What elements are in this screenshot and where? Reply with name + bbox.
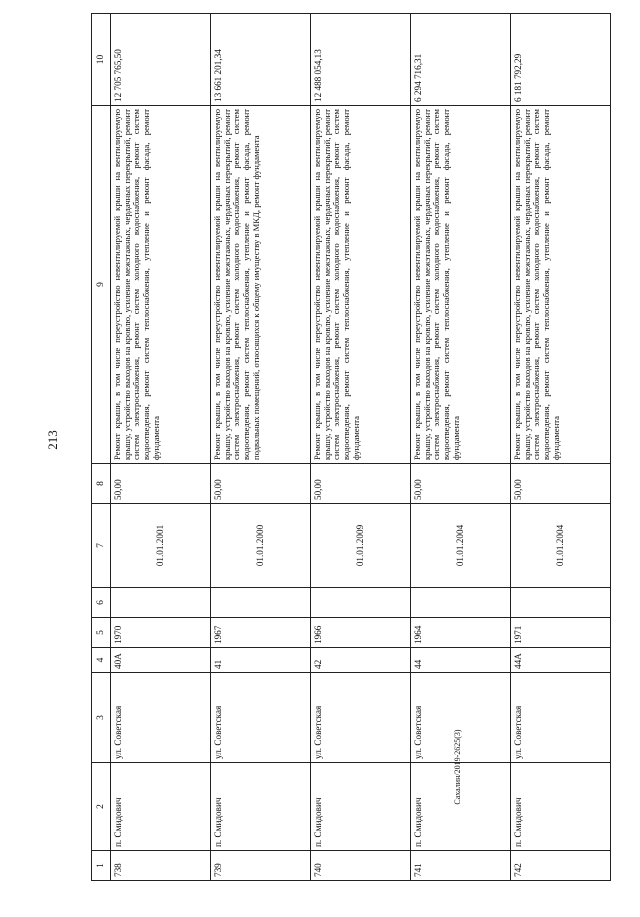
build-year: 1971 [511,618,611,648]
header-cell: 6 [92,588,111,618]
row-number: 739 [211,851,311,881]
table-row [311,14,411,881]
column-6 [411,588,511,618]
header-cell: 8 [92,464,111,504]
row-number: 740 [311,851,411,881]
cost: 13 661 201,34 [211,14,311,106]
build-year: 1967 [211,618,311,648]
header-cell: 4 [92,648,111,673]
cost: 12 488 054,13 [311,14,411,106]
build-year: 1970 [111,618,211,648]
row-number: 741 [411,851,511,881]
house-number: 41 [211,648,311,673]
house-number: 44 [411,648,511,673]
house-number: 44А [511,648,611,673]
row-number: 738 [111,851,211,881]
column-6 [211,588,311,618]
header-cell: 9 [92,106,111,464]
header-cell: 2 [92,763,111,851]
works-description: Ремонт крыши, в том числе переустройство невентилируемой крыши на вентилируемую крышу, устройство выходов на кровлю, усиление межэтажных, чердачных перекрытий, ремонт систем электроснабжения, ремонт систем холодного водоснабжения, ремонт систем водоотведения, ремонт систем теплоснабжения, утепление и ремонт фасада, ремонт фундамента [511,106,611,464]
date: 01.01.2009 [311,504,411,588]
date: 01.01.2001 [111,504,211,588]
header-cell: 5 [92,618,111,648]
wear-percent: 50,00 [511,464,611,504]
street: ул. Советская [211,673,311,763]
settlement: п. Смидович [311,763,411,851]
wear-percent: 50,00 [111,464,211,504]
page-number: 213 [45,430,60,450]
column-6 [311,588,411,618]
column-6 [511,588,611,618]
street: ул. Советская [311,673,411,763]
date: 01.01.2004 [511,504,611,588]
build-year: 1964 [411,618,511,648]
document-footer: Сахалин/2019-2625(3) [453,729,462,805]
wear-percent: 50,00 [311,464,411,504]
street: ул. Советская [511,673,611,763]
date: 01.01.2004 [411,504,511,588]
settlement: п. Смидович [211,763,311,851]
date: 01.01.2000 [211,504,311,588]
header-row [92,14,111,881]
table-row [211,14,311,881]
house-number: 42 [311,648,411,673]
wear-percent: 50,00 [211,464,311,504]
table-row [111,14,211,881]
settlement: п. Смидович [511,763,611,851]
cost: 6 181 792,29 [511,14,611,106]
header-cell: 3 [92,673,111,763]
header-cell: 10 [92,14,111,106]
cost: 6 294 716,31 [411,14,511,106]
table-row [511,14,611,881]
repair-program-table [91,13,611,881]
settlement: п. Смидович [111,763,211,851]
column-6 [111,588,211,618]
works-description: Ремонт крыши, в том числе переустройство невентилируемой крыши на вентилируемую крышу, устройство выходов на кровлю, усиление межэтажных, чердачных перекрытий, ремонт систем электроснабжения, ремонт систем холодного водоснабжения, ремонт систем водоотведения, ремонт систем теплоснабжения, утепление и ремонт фасада, ремонт фундамента [311,106,411,464]
header-cell: 7 [92,504,111,588]
street: ул. Советская [411,673,511,763]
works-description: Ремонт крыши, в том числе переустройство невентилируемой крыши на вентилируемую крышу, устройство выходов на кровлю, усиление межэтажных, чердачных перекрытий, ремонт систем электроснабжения, ремонт систем холодного водоснабжения, ремонт систем водоотведения, ремонт систем теплоснабжения, утепление и ремонт фасада, ремонт фундамента [111,106,211,464]
works-description: Ремонт крыши, в том числе переустройство невентилируемой крыши на вентилируемую крышу, устройство выходов на кровлю, усиление межэтажных, чердачных перекрытий, ремонт систем электроснабжения, ремонт систем холодного водоснабжения, ремонт систем водоотведения, ремонт систем теплоснабжения, утепление и ремонт фасада, ремонт подвальных помещений, относящихся к общему имуществу в МКД, ремонт фундамента [211,106,311,464]
rotated-table-container [91,14,608,881]
works-description: Ремонт крыши, в том числе переустройство невентилируемой крыши на вентилируемую крышу, устройство выходов на кровлю, усиление межэтажных, чердачных перекрытий, ремонт систем электроснабжения, ремонт систем холодного водоснабжения, ремонт систем водоотведения, ремонт систем теплоснабжения, утепление и ремонт фасада, ремонт фундамента [411,106,511,464]
wear-percent: 50,00 [411,464,511,504]
row-number: 742 [511,851,611,881]
build-year: 1966 [311,618,411,648]
street: ул. Советская [111,673,211,763]
header-cell: 1 [92,851,111,881]
settlement: п. Смидович [411,763,511,851]
house-number: 40А [111,648,211,673]
cost: 12 705 765,50 [111,14,211,106]
